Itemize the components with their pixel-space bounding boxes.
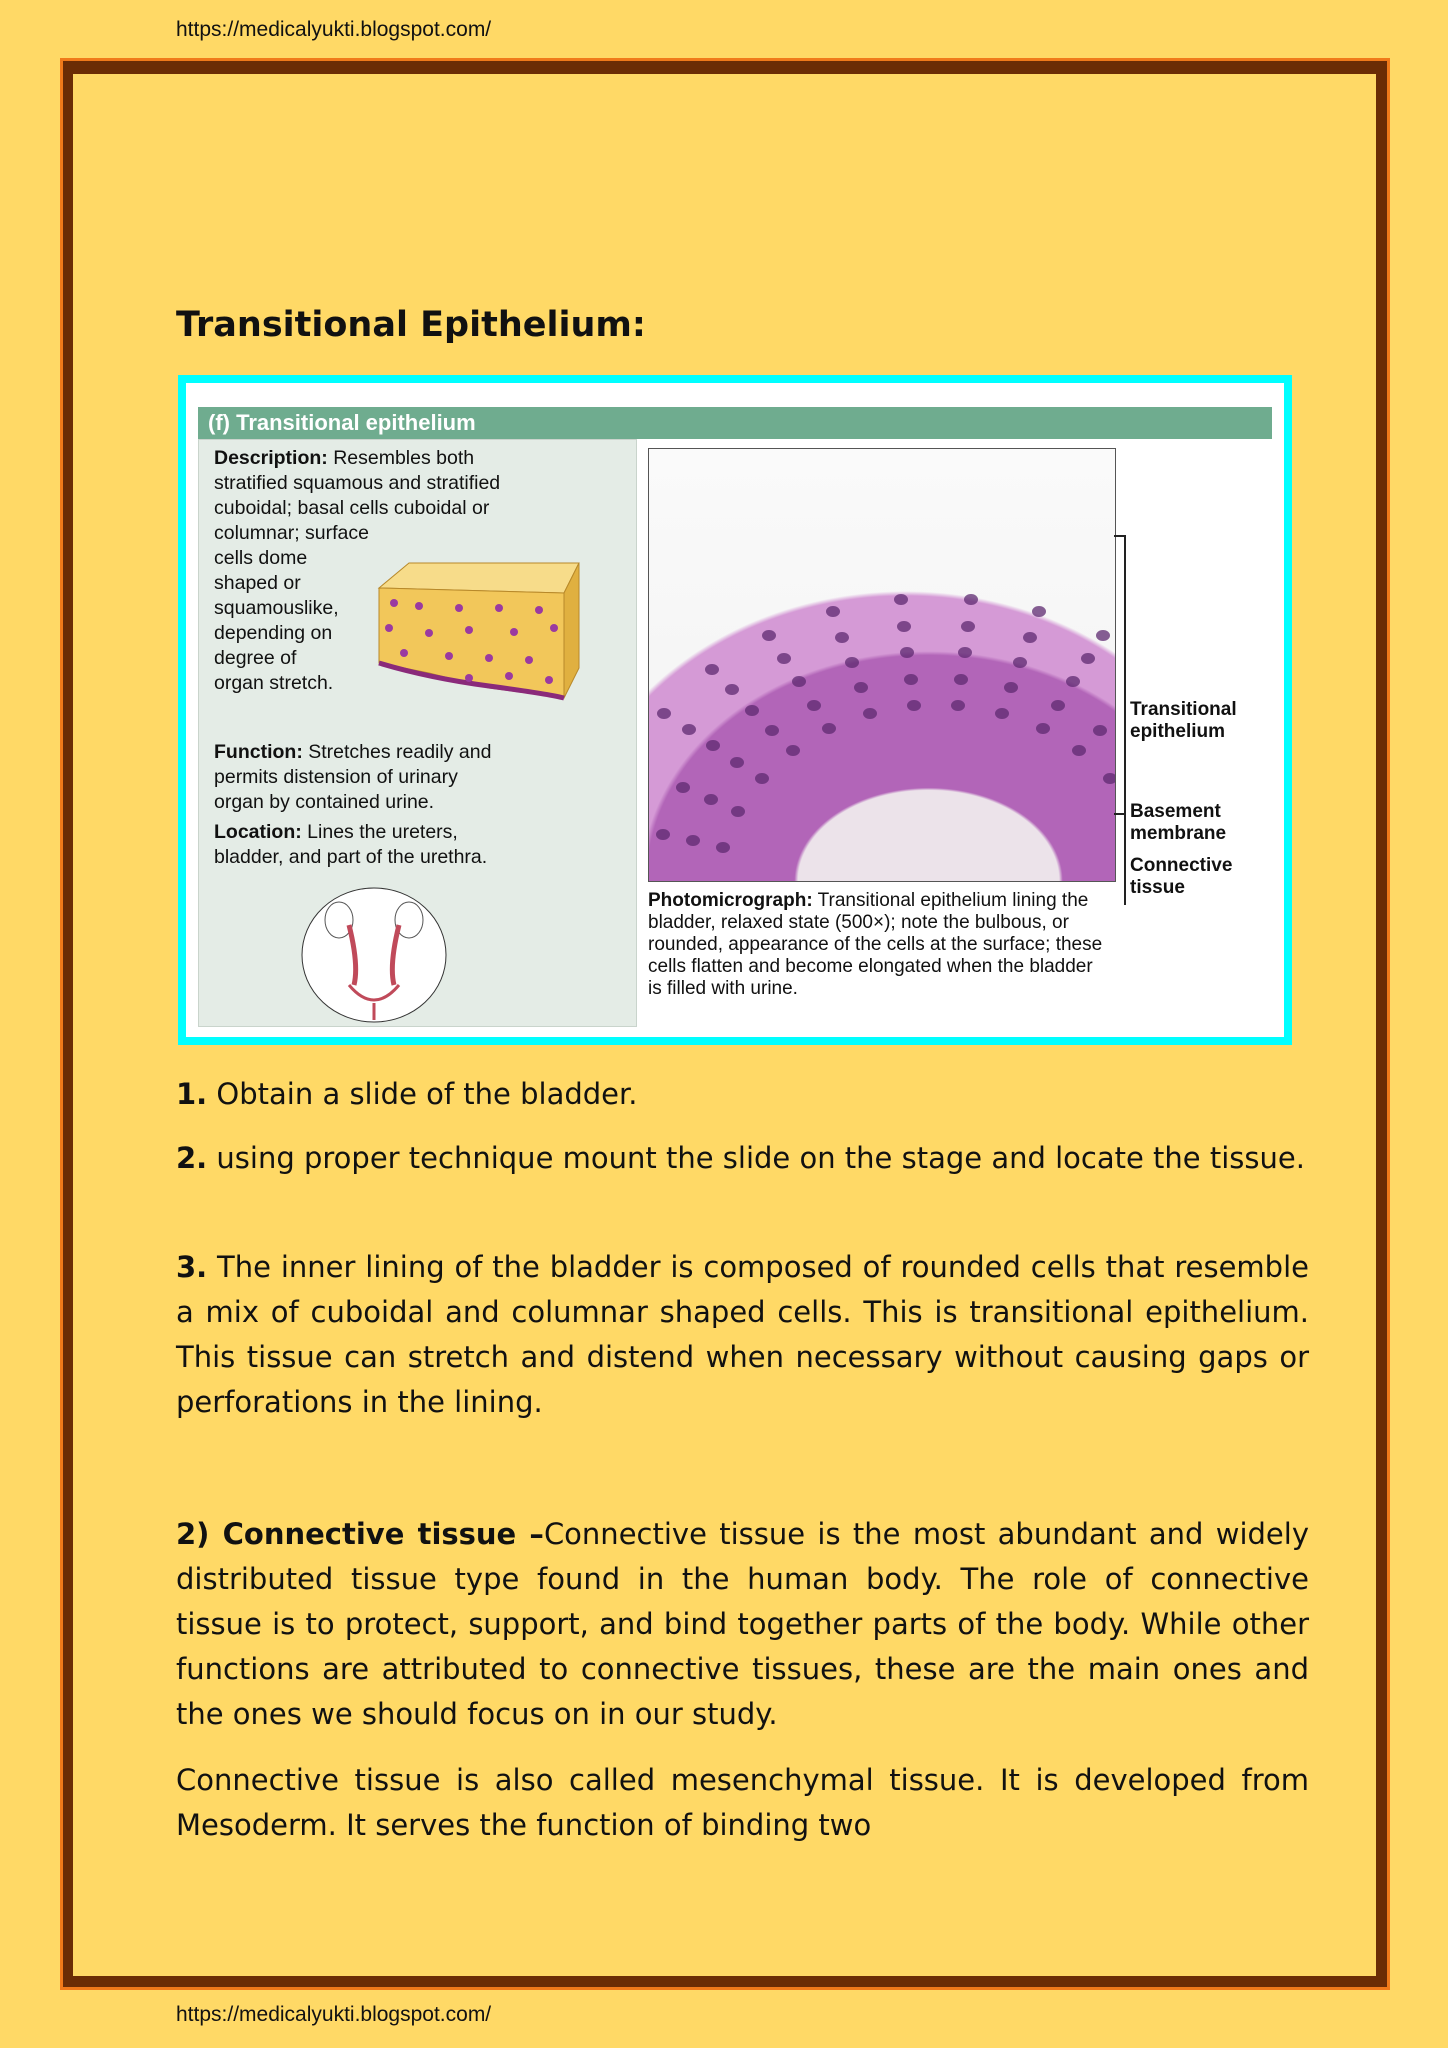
photomicrograph-caption: Photomicrograph: Transitional epithelium lining the bladder, relaxed state (500×); note the bulbous, or rounded, appearance of the cells at the surface; these cells flatten and become elongated when the bladder is filled with urine. xyxy=(648,890,1103,999)
figure-title: (f) Transitional epithelium xyxy=(198,407,1272,439)
description-text: Description: Resembles both stratified squamous and stratified cuboidal; basal cells cuboidal or columnar; surface cells dome shaped or squamouslike, depending on degree of organ stretch. xyxy=(214,447,501,694)
cell-nucleus xyxy=(755,773,769,784)
mesenchymal-paragraph: Connective tissue is also called mesenchymal tissue. It is developed from Mesoderm. It serves the function of binding two xyxy=(176,1763,1309,1842)
cell-nucleus xyxy=(777,653,791,664)
cell-nucleus xyxy=(1032,606,1046,617)
cell-nucleus xyxy=(807,700,821,711)
cell-nucleus xyxy=(961,621,975,632)
cell-nucleus xyxy=(900,647,914,658)
cell-nucleus xyxy=(716,842,730,853)
cell-nucleus xyxy=(1004,682,1018,693)
label-basement-membrane: Basement membrane xyxy=(1130,801,1227,844)
step-1: 1. Obtain a slide of the bladder. xyxy=(176,1077,638,1111)
cell-nucleus xyxy=(745,705,759,716)
cell-nucleus xyxy=(897,621,911,632)
cell-nucleus xyxy=(682,724,696,735)
cell-nucleus xyxy=(951,700,965,711)
cell-nucleus xyxy=(656,829,670,840)
cell-nucleus xyxy=(1103,773,1116,784)
footer-url[interactable]: https://medicalyukti.blogspot.com/ xyxy=(176,2003,492,2026)
cell-nucleus xyxy=(845,657,859,668)
cell-nucleus xyxy=(725,684,739,695)
cell-nucleus xyxy=(706,740,720,751)
cell-nucleus xyxy=(964,594,978,605)
cell-nucleus xyxy=(907,700,921,711)
cell-nucleus xyxy=(792,676,806,687)
cell-nucleus xyxy=(822,723,836,734)
cell-nucleus xyxy=(1066,676,1080,687)
cell-nucleus xyxy=(676,782,690,793)
transitional-epithelium-figure xyxy=(178,375,1292,1045)
header-url[interactable]: https://medicalyukti.blogspot.com/ xyxy=(176,18,492,41)
cell-nucleus xyxy=(705,664,719,675)
cell-nucleus xyxy=(704,794,718,805)
function-text: Function: Stretches readily and permits distension of urinary organ by contained urine. xyxy=(214,741,492,813)
cell-nucleus xyxy=(1093,725,1107,736)
location-text: Location: Lines the ureters, bladder, and part of the urethra. xyxy=(214,821,488,868)
cell-nucleus xyxy=(1072,745,1086,756)
cell-nucleus xyxy=(904,674,918,685)
cell-nucleus xyxy=(786,745,800,756)
stratified-cells-block-illustration xyxy=(369,558,584,708)
cell-nucleus xyxy=(894,594,908,605)
label-transitional-epithelium: Transitional epithelium xyxy=(1130,699,1237,742)
cell-nucleus xyxy=(1081,653,1095,664)
figure-description-panel xyxy=(198,439,637,1027)
cell-nucleus xyxy=(835,632,849,643)
connective-tissue-paragraph: 2) Connective tissue –Connective tissue is the most abundant and widely distributed tissue type found in the human body. The role of connective tissue is to protect, support, and bind together parts of the body. While other functions are attributed to connective tissues, these are the main ones and the ones we should focus on in our study. xyxy=(176,1517,1309,1731)
photomicrograph-image xyxy=(648,448,1116,882)
cell-nucleus xyxy=(863,708,877,719)
page-title: Transitional Epithelium: xyxy=(176,305,646,345)
cell-nucleus xyxy=(657,708,671,719)
cell-nucleus xyxy=(762,630,776,641)
cell-nucleus xyxy=(731,806,745,817)
cell-nucleus xyxy=(1036,723,1050,734)
cell-nucleus xyxy=(826,606,840,617)
cell-nucleus xyxy=(1023,632,1037,643)
cell-nucleus xyxy=(954,674,968,685)
label-connective-tissue: Connective tissue xyxy=(1130,855,1233,898)
urinary-tract-icon xyxy=(299,885,449,1025)
step-3: 3. The inner lining of the bladder is composed of rounded cells that resemble a mix of cuboidal and columnar shaped cells. This is transitional epithelium. This tissue can stretch and distend when necessary without causing gaps or perforations in the lining. xyxy=(176,1250,1309,1419)
cell-nucleus xyxy=(686,835,700,846)
cell-nucleus xyxy=(730,757,744,768)
step-2: 2. using proper technique mount the slide on the stage and locate the tissue. xyxy=(176,1141,1305,1175)
cell-nucleus xyxy=(1096,630,1110,641)
cell-nucleus xyxy=(1013,657,1027,668)
cell-nucleus xyxy=(995,708,1009,719)
cell-nucleus xyxy=(1051,700,1065,711)
cell-nucleus xyxy=(854,682,868,693)
cell-nucleus xyxy=(958,647,972,658)
cell-nucleus xyxy=(765,725,779,736)
